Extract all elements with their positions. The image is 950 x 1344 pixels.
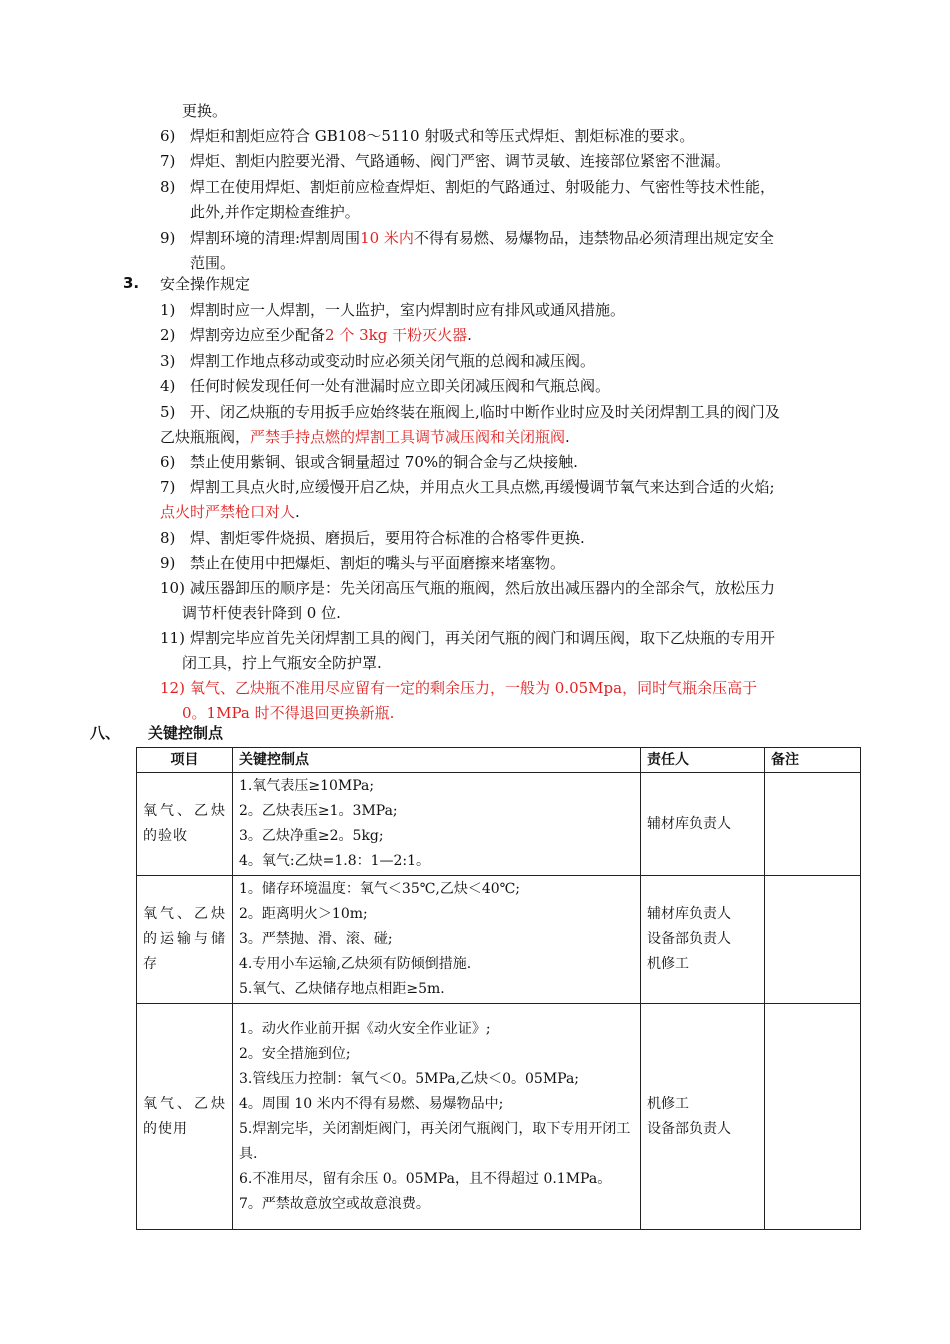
- remarks-cell: [765, 773, 861, 876]
- rule-number: 5): [160, 403, 176, 421]
- rule-text: 任何时候发现任何一处有泄漏时应立即关闭减压阀和气瓶总阀。: [190, 377, 611, 395]
- rule-text: 焊割旁边应至少配备2 个 3kg 干粉灭火器.: [190, 326, 472, 344]
- control-point: 3。乙炔净重≥2。5kg;: [239, 828, 384, 844]
- top-list-item-text: 焊工在使用焊炬、割炬前应检查焊炬、割炬的气路通过、射吸能力、气密性等技术性能，: [190, 178, 776, 196]
- control-point: 7。严禁故意放空或故意浪费。: [239, 1195, 430, 1212]
- top-list-item-number: 8): [160, 178, 176, 196]
- control-point: 5.焊割完毕，关闭割炬阀门，再关闭气瓶阀门，取下专用开闭工具.: [239, 1120, 631, 1162]
- rule-number: 11): [160, 629, 185, 647]
- responsible-person: 机修工: [647, 956, 689, 972]
- control-point: 1。储存环境温度：氧气＜35℃,乙炔＜40℃;: [239, 881, 521, 897]
- rule-text-cont: 0。1MPa 时不得退回更换新瓶.: [182, 704, 395, 722]
- top-list-item-text: 焊炬、割炬内腔要光滑、气路通畅、阀门严密、调节灵敏、连接部位紧密不泄漏。: [190, 152, 731, 170]
- top-list-item-number: 9): [160, 229, 176, 247]
- rule-number: 9): [160, 554, 176, 572]
- responsible-cell: [641, 1004, 765, 1230]
- control-point: 5.氧气、乙炔储存地点相距≥5m.: [239, 981, 445, 997]
- top-list-item-text: 焊割环境的清理:焊割周围10 米内不得有易燃、易爆物品，违禁物品必须清理出规定安全: [190, 229, 774, 247]
- control-point: 1。动火作业前开据《动火安全作业证》;: [239, 1020, 491, 1037]
- responsible-cell: [641, 876, 765, 1004]
- rule-number: 2): [160, 326, 176, 344]
- highlight-text: 10 米内: [360, 229, 414, 247]
- responsible-person: 设备部负责人: [647, 931, 731, 947]
- control-points-cell: [233, 1004, 641, 1230]
- item-cell: 氧气、乙炔的验收: [137, 773, 233, 876]
- rule-number: 1): [160, 301, 176, 319]
- highlight-text: 点火时严禁枪口对人: [160, 503, 296, 521]
- rule-text: 开、闭乙炔瓶的专用扳手应始终装在瓶阀上,临时中断作业时应及时关闭焊割工具的阀门及: [190, 403, 780, 421]
- control-point: 3。严禁抛、滑、滚、碰;: [239, 931, 393, 947]
- control-point: 2。安全措施到位;: [239, 1045, 351, 1062]
- column-header-item: 项目: [137, 748, 233, 773]
- responsible-person: 设备部负责人: [647, 1120, 731, 1137]
- control-point: 4。氧气:乙炔=1.8：1—2:1。: [239, 853, 431, 869]
- rule-text-cont: 乙炔瓶瓶阀，严禁手持点燃的焊割工具调节减压阀和关闭瓶阀.: [160, 428, 570, 446]
- section-number: 3.: [123, 274, 140, 292]
- top-list-item-cont: 此外,并作定期检查维护。: [190, 203, 360, 221]
- rule-text: 焊割时应一人焊割，一人监护，室内焊割时应有排风或通风措施。: [190, 301, 626, 319]
- responsible-person: 辅材库负责人: [647, 906, 731, 922]
- control-point: 6.不准用尽，留有余压 0。05MPa，且不得超过 0.1MPa。: [239, 1170, 612, 1187]
- rule-text: 焊割完毕应首先关闭焊割工具的阀门，再关闭气瓶的阀门和调压阀，取下乙炔瓶的专用开: [190, 629, 776, 647]
- key-control-points-table: [136, 747, 861, 1230]
- responsible-person: 机修工: [647, 1095, 689, 1112]
- rule-text-cont: 调节杆使表针降到 0 位.: [182, 604, 341, 622]
- highlight-text: 2 个 3kg 干粉灭火器: [325, 326, 468, 344]
- rule-number: 4): [160, 377, 176, 395]
- table-row: [137, 876, 861, 1004]
- rule-text-cont: 闭工具，拧上气瓶安全防护罩.: [182, 654, 382, 672]
- rule-text: 氧气、乙炔瓶不准用尽应留有一定的剩余压力，一般为 0.05Mpa，同时气瓶余压高于: [190, 679, 758, 697]
- control-point: 1.氧气表压≥10MPa;: [239, 778, 375, 794]
- table-row: [137, 773, 861, 876]
- item-cell: 氧气、乙炔的运输与储存: [137, 876, 233, 1004]
- rule-number: 8): [160, 529, 176, 547]
- section-title: 安全操作规定: [160, 275, 251, 293]
- table-header-row: [137, 748, 861, 773]
- control-points-cell: [233, 876, 641, 1004]
- rule-number: 7): [160, 478, 176, 496]
- remarks-cell: [765, 876, 861, 1004]
- rule-text: 禁止使用紫铜、银或含铜量超过 70%的铜合金与乙炔接触.: [190, 453, 578, 471]
- section-number: 八、: [90, 724, 121, 742]
- remarks-cell: [765, 1004, 861, 1230]
- responsible-person: 辅材库负责人: [647, 815, 731, 832]
- top-list-item-text: 焊炬和割炬应符合 GB108～5110 射吸式和等压式焊炬、割炬标准的要求。: [190, 127, 695, 145]
- rule-text: 焊割工具点火时,应缓慢开启乙炔，并用点火工具点燃,再缓慢调节氧气来达到合适的火焰;: [190, 478, 775, 496]
- item-cell: 氧气、乙炔的使用: [137, 1004, 233, 1230]
- rule-number: 12): [160, 679, 185, 697]
- top-list-item-cont: 更换。: [182, 102, 228, 120]
- rule-text: 焊割工作地点移动或变动时应必须关闭气瓶的总阀和减压阀。: [190, 352, 596, 370]
- control-point: 4.专用小车运输,乙炔须有防倾倒措施.: [239, 956, 472, 972]
- rule-number: 10): [160, 579, 185, 597]
- rule-text: 减压器卸压的顺序是：先关闭高压气瓶的瓶阀，然后放出减压器内的全部余气，放松压力: [190, 579, 776, 597]
- rule-number: 6): [160, 453, 176, 471]
- table-row: [137, 1004, 861, 1230]
- highlight-text: 严禁手持点燃的焊割工具调节减压阀和关闭瓶阀: [250, 428, 566, 446]
- section-title: 关键控制点: [148, 724, 224, 742]
- rule-number: 3): [160, 352, 176, 370]
- column-header-responsible: 责任人: [641, 748, 765, 773]
- top-list-item-cont: 范围。: [190, 254, 236, 272]
- top-list-item-number: 7): [160, 152, 176, 170]
- control-point: 4。周围 10 米内不得有易燃、易爆物品中;: [239, 1095, 504, 1112]
- column-header-remarks: 备注: [765, 748, 861, 773]
- control-point: 3.管线压力控制：氧气＜0。5MPa,乙炔＜0。05MPa;: [239, 1070, 580, 1087]
- top-list-item-number: 6): [160, 127, 176, 145]
- control-point: 2。距离明火＞10m;: [239, 906, 368, 922]
- column-header-control-points: 关键控制点: [233, 748, 641, 773]
- rule-text: 焊、割炬零件烧损、磨损后，要用符合标准的合格零件更换.: [190, 529, 585, 547]
- control-points-cell: [233, 773, 641, 876]
- responsible-cell: [641, 773, 765, 876]
- rule-text: 禁止在使用中把爆炬、割炬的嘴头与平面磨擦来堵塞物。: [190, 554, 566, 572]
- rule-text-cont: 点火时严禁枪口对人.: [160, 503, 300, 521]
- control-point: 2。乙炔表压≥1。3MPa;: [239, 803, 398, 819]
